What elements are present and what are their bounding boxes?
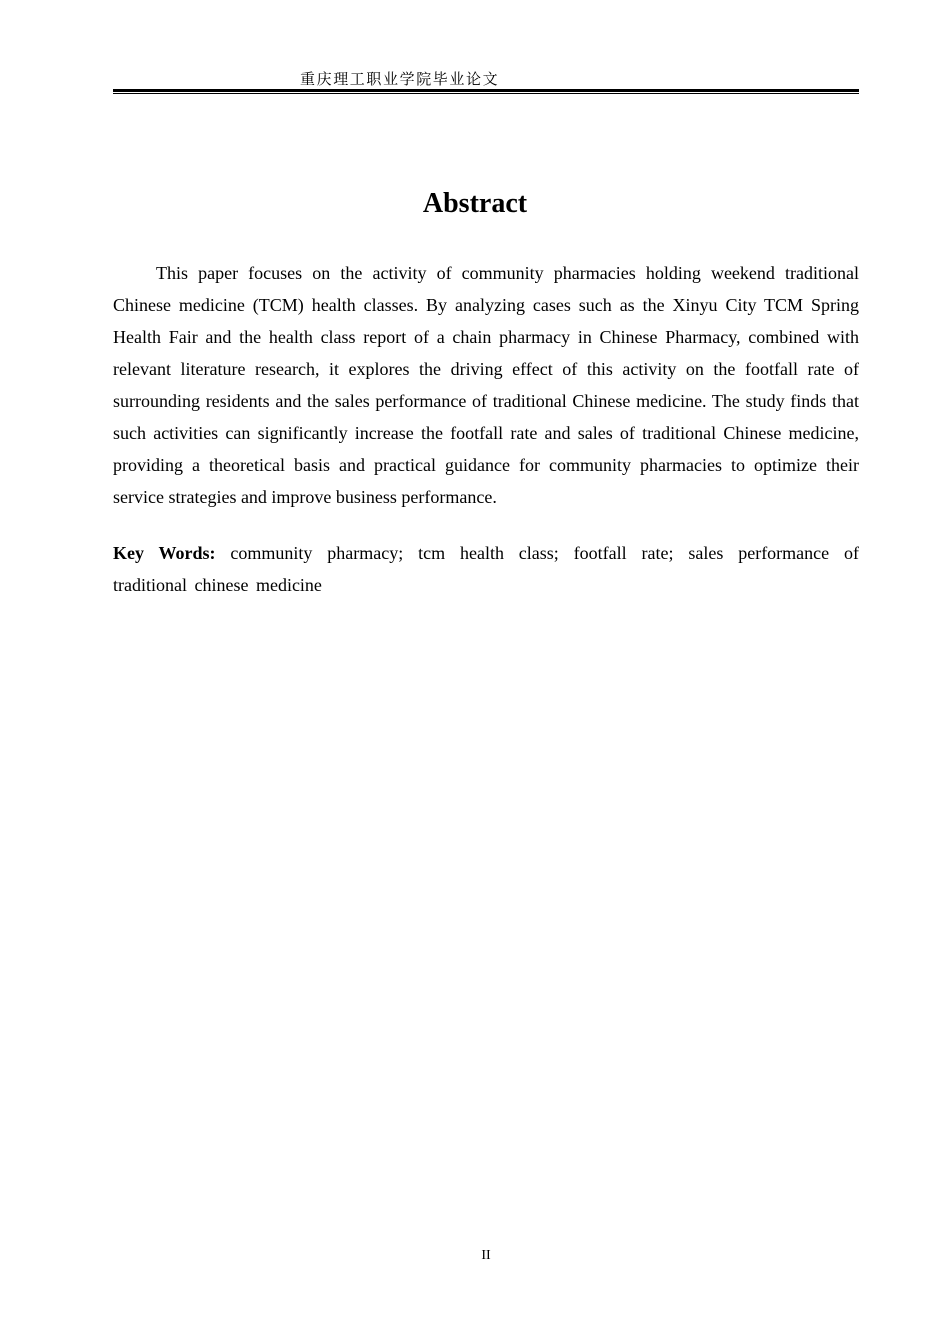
abstract-body: This paper focuses on the activity of community pharmacies holding weekend traditional Chinese medicine (TCM) health classes. By analyzing cases such as the Xinyu City TCM Spring Health Fair and the health class report of a chain pharmacy in Chinese Pharmacy, combined with relevant literature research, it explores the driving effect of this activity on the footfall rate of surrounding residents and the sales performance of traditional Chinese medicine. The study finds that such activities can significantly increase the footfall rate and sales of traditional Chinese medicine, providing a theoretical basis and practical guidance for community pharmacies to optimize their service strategies and improve business performance. [113, 263, 859, 507]
header-rule-thin [113, 93, 859, 94]
keywords-text: community pharmacy; tcm health class; footfall rate; sales performance of traditional chinese medicine [113, 543, 860, 595]
header-rule-thick [113, 89, 859, 92]
keywords-label: Key Words: [113, 543, 216, 563]
running-header: 重庆理工职业学院毕业论文 [300, 70, 500, 88]
page-number: II [481, 1248, 491, 1263]
abstract-heading: Abstract [422, 188, 528, 219]
keywords-paragraph [113, 537, 859, 601]
